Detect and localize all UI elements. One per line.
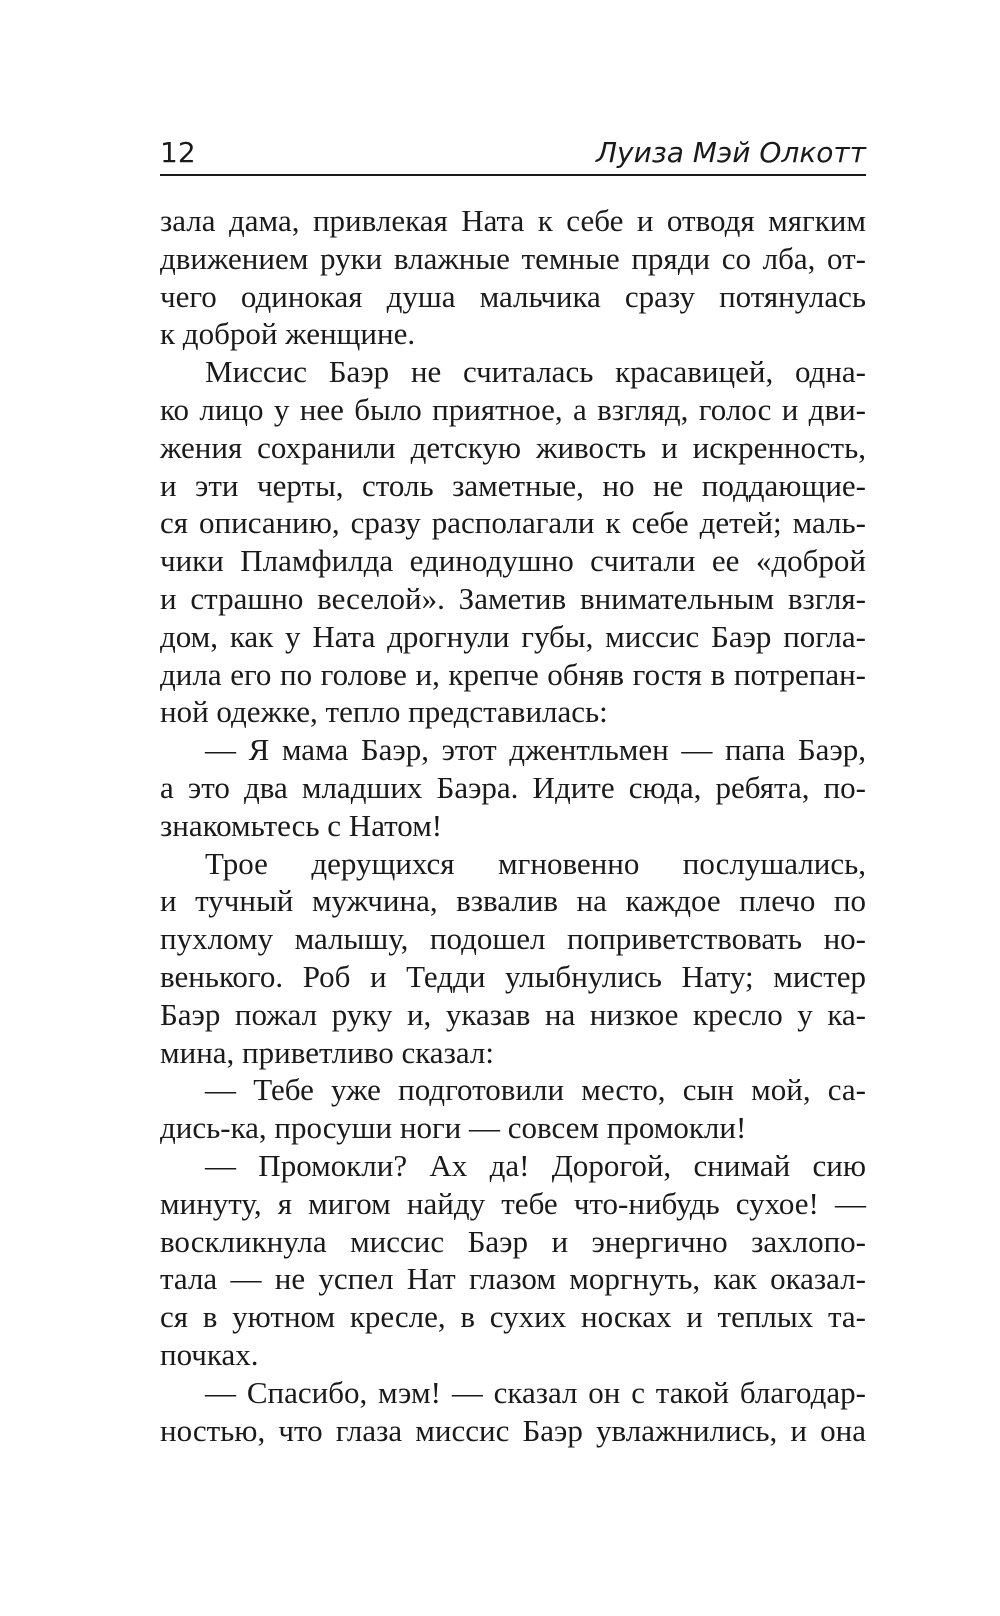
text-line: дила его по голове и, крепче обняв гостя в потрепан- bbox=[160, 656, 866, 692]
text-line: минуту, я мигом найду тебе что-нибудь сухое! — bbox=[160, 1185, 866, 1221]
text-line: почках. bbox=[160, 1336, 259, 1372]
text-line: дись-ка, просуши ноги — совсем промокли! bbox=[160, 1110, 747, 1146]
text-line: ся в уютном кресле, в сухих носках и теплых та- bbox=[160, 1299, 866, 1335]
text-line: Баэр пожал руку и, указав на низкое кресло у ка- bbox=[160, 996, 866, 1032]
text-line: — Промокли? Ах да! Дорогой, снимай сию bbox=[205, 1147, 866, 1183]
text-line: — Спасибо, мэм! — сказал он с такой благодар- bbox=[205, 1374, 866, 1410]
text-line: — Тебе уже подготовили место, сын мой, са- bbox=[205, 1072, 866, 1108]
text-line: и тучный мужчина, взвалив на каждое плечо по bbox=[160, 883, 866, 919]
text-body bbox=[160, 202, 866, 1449]
text-line: и эти черты, столь заметные, но не поддающие- bbox=[160, 467, 866, 503]
text-line: ко лицо у нее было приятное, а взгляд, голос и дви- bbox=[160, 391, 866, 427]
text-line: ной одежке, тепло представилась: bbox=[160, 694, 608, 730]
text-line: к доброй женщине. bbox=[160, 316, 416, 352]
text-line: Миссис Баэр не считалась красавицей, одна- bbox=[205, 354, 866, 390]
text-line: мина, приветливо сказал: bbox=[160, 1034, 494, 1070]
text-line: пухлому малышу, подошел поприветствовать но- bbox=[160, 921, 866, 957]
running-head bbox=[160, 130, 866, 176]
text-line: движением руки влажные темные пряди со лба, от- bbox=[160, 240, 866, 276]
page-number: 12 bbox=[160, 136, 196, 169]
text-line: и страшно веселой». Заметив внимательным взгля- bbox=[160, 580, 866, 616]
text-line: зала дама, привлекая Ната к себе и отводя мягким bbox=[160, 203, 866, 238]
text-line: дом, как у Ната дрогнули губы, миссис Баэр погла- bbox=[160, 618, 866, 654]
text-line: чего одинокая душа мальчика сразу потянулась bbox=[160, 278, 866, 314]
book-author: Луиза Мэй Олкотт bbox=[596, 136, 866, 169]
text-line: чики Пламфилда единодушно считали ее «доброй bbox=[160, 543, 866, 579]
text-line: воскликнула миссис Баэр и энергично захлопо- bbox=[160, 1223, 866, 1259]
text-line: ся описанию, сразу располагали к себе детей; маль- bbox=[160, 505, 866, 541]
text-line: — Я мама Баэр, этот джентльмен — папа Баэр, bbox=[205, 732, 866, 768]
text-line: тала — не успел Нат глазом моргнуть, как оказал- bbox=[160, 1261, 866, 1297]
text-line: ностью, что глаза миссис Баэр увлажнились, и она bbox=[160, 1412, 866, 1448]
text-line: знакомьтесь с Натом! bbox=[160, 807, 443, 843]
text-line: венького. Роб и Тедди улыбнулись Нату; мистер bbox=[160, 958, 866, 994]
text-line: жения сохранили детскую живость и искренность, bbox=[160, 429, 866, 465]
text-line: Трое дерущихся мгновенно послушались, bbox=[205, 845, 866, 881]
text-line: а это два младших Баэра. Идите сюда, ребята, по- bbox=[160, 769, 866, 805]
